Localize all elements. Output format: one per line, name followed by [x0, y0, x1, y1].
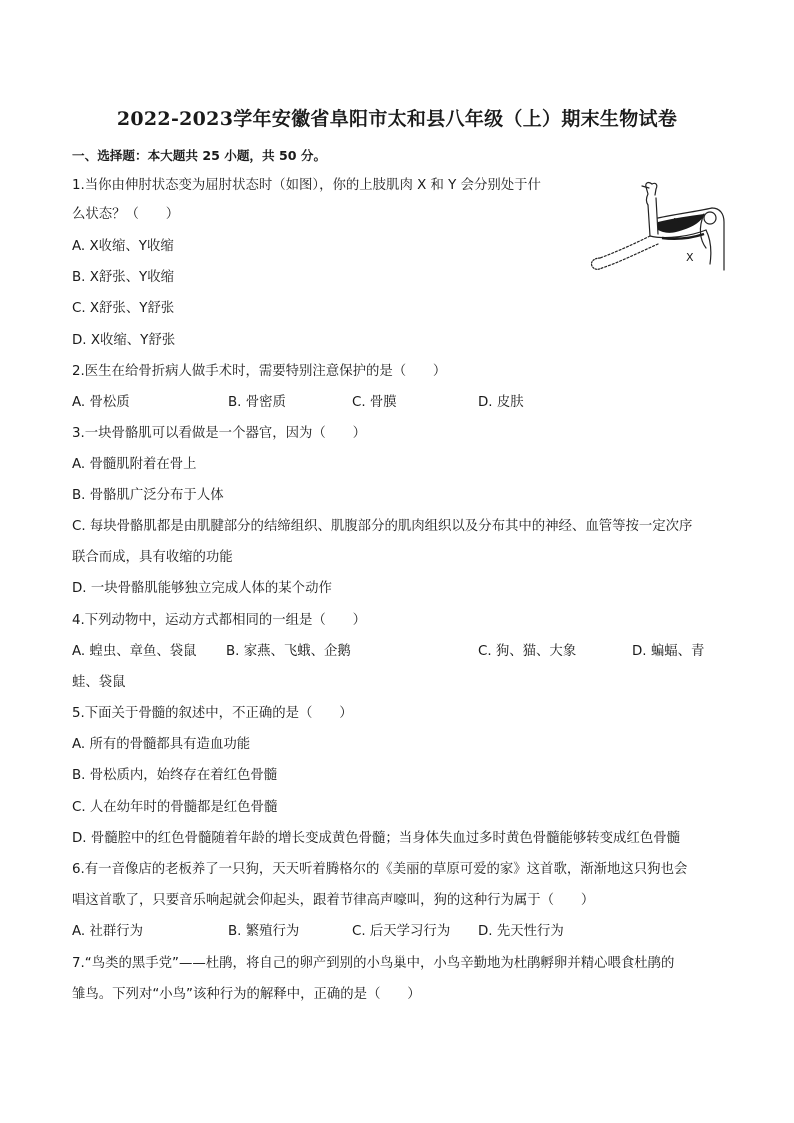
- arm-flexion-diagram-icon: [586, 178, 726, 278]
- question-3-stem: 3.一块骨骼肌可以看做是一个器官，因为（ ）: [72, 426, 366, 441]
- question-2-stem: 2.医生在给骨折病人做手术时，需要特别注意保护的是（ ）: [72, 364, 447, 379]
- question-3-option-a: A. 骨髓肌附着在骨上: [72, 457, 197, 472]
- question-3-option-b: B. 骨骼肌广泛分布于人体: [72, 488, 224, 503]
- question-5-option-a: A. 所有的骨髓都具有造血功能: [72, 737, 251, 752]
- question-1-option-c: C. X舒张、Y舒张: [72, 301, 175, 316]
- section-heading: 一、选择题：本大题共 25 小题，共 50 分。: [72, 148, 327, 163]
- question-3-option-c-cont: 联合而成，具有收缩的功能: [72, 550, 233, 565]
- question-4-stem: 4.下列动物中，运动方式都相同的一组是（ ）: [72, 613, 366, 628]
- question-2-option-c: C. 骨膜: [352, 395, 397, 410]
- arm-flexion-figure: [586, 178, 726, 278]
- question-2-option-a: A. 骨松质: [72, 395, 130, 410]
- question-4-option-c: C. 狗、猫、大象: [478, 644, 577, 659]
- question-1-option-d: D. X收缩、Y舒张: [72, 333, 176, 348]
- figure-label-x: X: [686, 251, 694, 264]
- question-7-stem-cont: 雏鸟。下列对“小鸟”该种行为的解释中，正确的是（ ）: [72, 987, 421, 1002]
- question-1-stem: 1.当你由伸肘状态变为屈肘状态时（如图），你的上肢肌肉 X 和 Y 会分别处于什: [72, 178, 541, 193]
- question-4-option-d-cont: 蛙、袋鼠: [72, 675, 126, 690]
- question-7-stem: 7.“鸟类的黑手党”——杜鹃，将自己的卵产到别的小鸟巢中，小鸟辛勤地为杜鹃孵卵并精心喂食杜鹃的: [72, 956, 675, 971]
- question-3-option-d: D. 一块骨骼肌能够独立完成人体的某个动作: [72, 581, 332, 596]
- question-6-option-b: B. 繁殖行为: [228, 924, 300, 939]
- question-6-stem: 6.有一音像店的老板养了一只狗，天天听着腾格尔的《美丽的草原可爱的家》这首歌，渐渐地这只狗也会: [72, 862, 688, 877]
- question-2-option-b: B. 骨密质: [228, 395, 286, 410]
- question-1-option-b: B. X舒张、Y收缩: [72, 270, 175, 285]
- question-4-option-a: A. 蝗虫、章鱼、袋鼠: [72, 644, 197, 659]
- question-6-option-d: D. 先天性行为: [478, 924, 564, 939]
- question-6-option-a: A. 社群行为: [72, 924, 143, 939]
- question-6-option-c: C. 后天学习行为: [352, 924, 451, 939]
- question-4-option-b: B. 家燕、飞蛾、企鹅: [226, 644, 351, 659]
- question-5-stem: 5.下面关于骨髓的叙述中，不正确的是（ ）: [72, 706, 353, 721]
- figure-label-y: Y: [674, 216, 681, 229]
- question-1-stem-cont: 么状态？（ ）: [72, 207, 180, 222]
- question-5-option-b: B. 骨松质内，始终存在着红色骨髓: [72, 768, 278, 783]
- question-3-option-c: C. 每块骨骼肌都是由肌腱部分的结缔组织、肌腹部分的肌肉组织以及分布其中的神经、血管等按一定次序: [72, 519, 693, 534]
- question-2-option-d: D. 皮肤: [478, 395, 524, 410]
- question-5-option-d: D. 骨髓腔中的红色骨髓随着年龄的增长变成黄色骨髓；当身体失血过多时黄色骨髓能够转变成红色骨髓: [72, 831, 681, 846]
- question-5-option-c: C. 人在幼年时的骨髓都是红色骨髓: [72, 800, 278, 815]
- question-6-stem-cont: 唱这首歌了，只要音乐响起就会仰起头，跟着节律高声嚎叫，狗的这种行为属于（ ）: [72, 893, 595, 908]
- question-4-option-d: D. 蝙蝠、青: [632, 644, 705, 659]
- question-1-option-a: A. X收缩、Y收缩: [72, 239, 174, 254]
- exam-title: 2022-2023学年安徽省阜阳市太和县八年级（上）期末生物试卷: [116, 108, 678, 130]
